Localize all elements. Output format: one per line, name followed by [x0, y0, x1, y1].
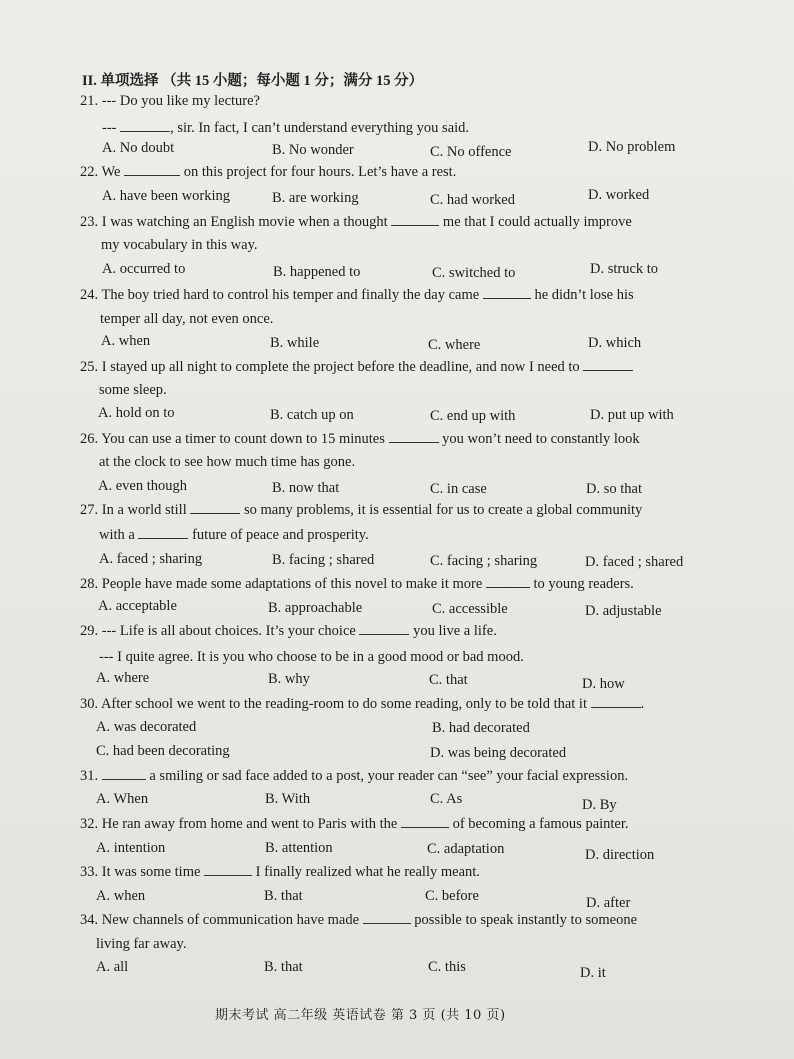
question-28: 28. People have made some adaptations of this novel to make it more to young readers. [80, 576, 634, 592]
question-34-cont: living far away. [96, 936, 187, 952]
answer-blank [102, 767, 146, 780]
question-21: 21. --- Do you like my lecture? [80, 93, 260, 109]
question-24-cont: temper all day, not even once. [100, 311, 274, 327]
option-d: D. so that [586, 481, 642, 497]
answer-blank [204, 863, 252, 876]
option-d: D. faced ; shared [585, 554, 684, 570]
option-d: D. No problem [588, 139, 676, 155]
option-b: B. that [264, 888, 303, 904]
option-d: D. was being decorated [430, 745, 567, 761]
option-b: B. approachable [268, 600, 363, 616]
question-25: 25. I stayed up all night to complete the project before the deadline, and now I need to [80, 358, 633, 376]
option-a: A. No doubt [102, 140, 175, 156]
answer-blank [591, 695, 641, 708]
option-a: A. was decorated [96, 719, 197, 735]
section-title: II. 单项选择 （共 15 小题；每小题 1 分；满分 15 分） [82, 73, 424, 89]
option-c: C. that [429, 672, 468, 688]
option-b: B. attention [265, 840, 333, 856]
question-26: 26. You can use a timer to count down to 15 minutes you won’t need to constantly look [80, 431, 640, 447]
option-c: C. where [428, 337, 481, 353]
option-b: B. With [265, 791, 311, 807]
answer-blank [124, 163, 180, 176]
option-c: C. end up with [430, 408, 516, 424]
question-26-cont: at the clock to see how much time has gone. [99, 454, 356, 470]
question-23-cont: my vocabulary in this way. [101, 237, 258, 253]
option-a: A. hold on to [98, 405, 175, 421]
answer-blank [138, 526, 188, 539]
option-b: B. why [268, 671, 310, 687]
option-b: B. facing ; shared [272, 552, 375, 568]
question-27-cont: with a future of peace and prosperity. [99, 527, 369, 543]
question-32: 32. He ran away from home and went to Paris with the of becoming a famous painter. [80, 816, 629, 832]
option-a: A. where [96, 670, 150, 686]
question-29-reply: --- I quite agree. It is you who choose to be in a good mood or bad mood. [99, 649, 524, 665]
option-b: B. catch up on [270, 407, 354, 423]
question-25-cont: some sleep. [99, 382, 167, 398]
option-a: A. when [101, 333, 151, 349]
option-b: B. happened to [273, 264, 361, 280]
option-a: A. intention [96, 840, 166, 856]
question-29: 29. --- Life is all about choices. It’s your choice you live a life. [80, 623, 497, 639]
option-b: B. while [270, 335, 320, 351]
option-d: D. how [582, 676, 625, 692]
option-a: A. when [96, 888, 146, 904]
answer-blank [190, 501, 240, 514]
question-34: 34. New channels of communication have made possible to speak instantly to someone [80, 912, 638, 928]
option-a: A. occurred to [102, 261, 186, 277]
option-c: C. in case [430, 481, 487, 497]
option-d: D. it [580, 965, 606, 981]
option-d: D. adjustable [585, 603, 662, 619]
option-b: B. now that [272, 480, 340, 496]
option-a: A. When [96, 791, 149, 807]
question-23: 23. I was watching an English movie when a thought me that I could actually improve [80, 214, 632, 230]
option-b: B. are working [272, 190, 359, 206]
question-30: 30. After school we went to the reading-room to do some reading, only to be told that it . [80, 696, 645, 712]
option-d: D. which [588, 335, 642, 351]
option-b: B. that [264, 959, 303, 975]
option-c: C. adaptation [427, 841, 505, 857]
answer-blank [363, 911, 411, 924]
option-b: B. No wonder [272, 142, 354, 158]
question-33: 33. It was some time I finally realized what he really meant. [80, 864, 480, 880]
option-c: C. had worked [430, 192, 515, 208]
question-22: 22. We on this project for four hours. Let’s have a rest. [80, 164, 457, 180]
option-a: A. all [96, 959, 129, 975]
option-a: A. have been working [102, 188, 231, 204]
option-d: D. after [586, 895, 631, 911]
answer-blank [483, 286, 531, 299]
answer-blank [389, 430, 439, 443]
question-27: 27. In a world still so many problems, it is essential for us to create a global community [80, 502, 643, 518]
question-21-reply: --- , sir. In fact, I can’t understand everything you said. [102, 120, 470, 136]
option-c: C. switched to [432, 265, 516, 281]
option-c: C. No offence [430, 144, 512, 160]
option-d: D. put up with [590, 407, 674, 423]
option-c: C. had been decorating [96, 743, 230, 759]
option-c: C. this [428, 959, 466, 975]
answer-blank [391, 213, 439, 226]
option-a: A. faced ; sharing [99, 551, 203, 567]
option-c: C. before [425, 888, 479, 904]
option-d: D. worked [588, 187, 650, 203]
option-c: C. facing ; sharing [430, 553, 538, 569]
option-c: C. As [430, 791, 463, 807]
option-c: C. accessible [432, 601, 508, 617]
option-d: D. By [582, 797, 617, 813]
page-footer: 期末考试 高二年级 英语试卷 第 3 页 (共 10 页) [215, 1008, 506, 1023]
option-d: D. struck to [590, 261, 659, 277]
question-31: 31. a smiling or sad face added to a post, your reader can “see” your facial expression. [80, 768, 629, 784]
option-d: D. direction [585, 847, 655, 863]
answer-blank [401, 815, 449, 828]
answer-blank [583, 358, 633, 371]
answer-blank [359, 622, 409, 635]
option-a: A. even though [98, 478, 187, 494]
option-b: B. had decorated [432, 720, 530, 736]
question-24: 24. The boy tried hard to control his temper and finally the day came he didn’t lose his [80, 287, 634, 303]
answer-blank [486, 575, 530, 588]
answer-blank [120, 119, 170, 132]
option-a: A. acceptable [98, 598, 177, 614]
